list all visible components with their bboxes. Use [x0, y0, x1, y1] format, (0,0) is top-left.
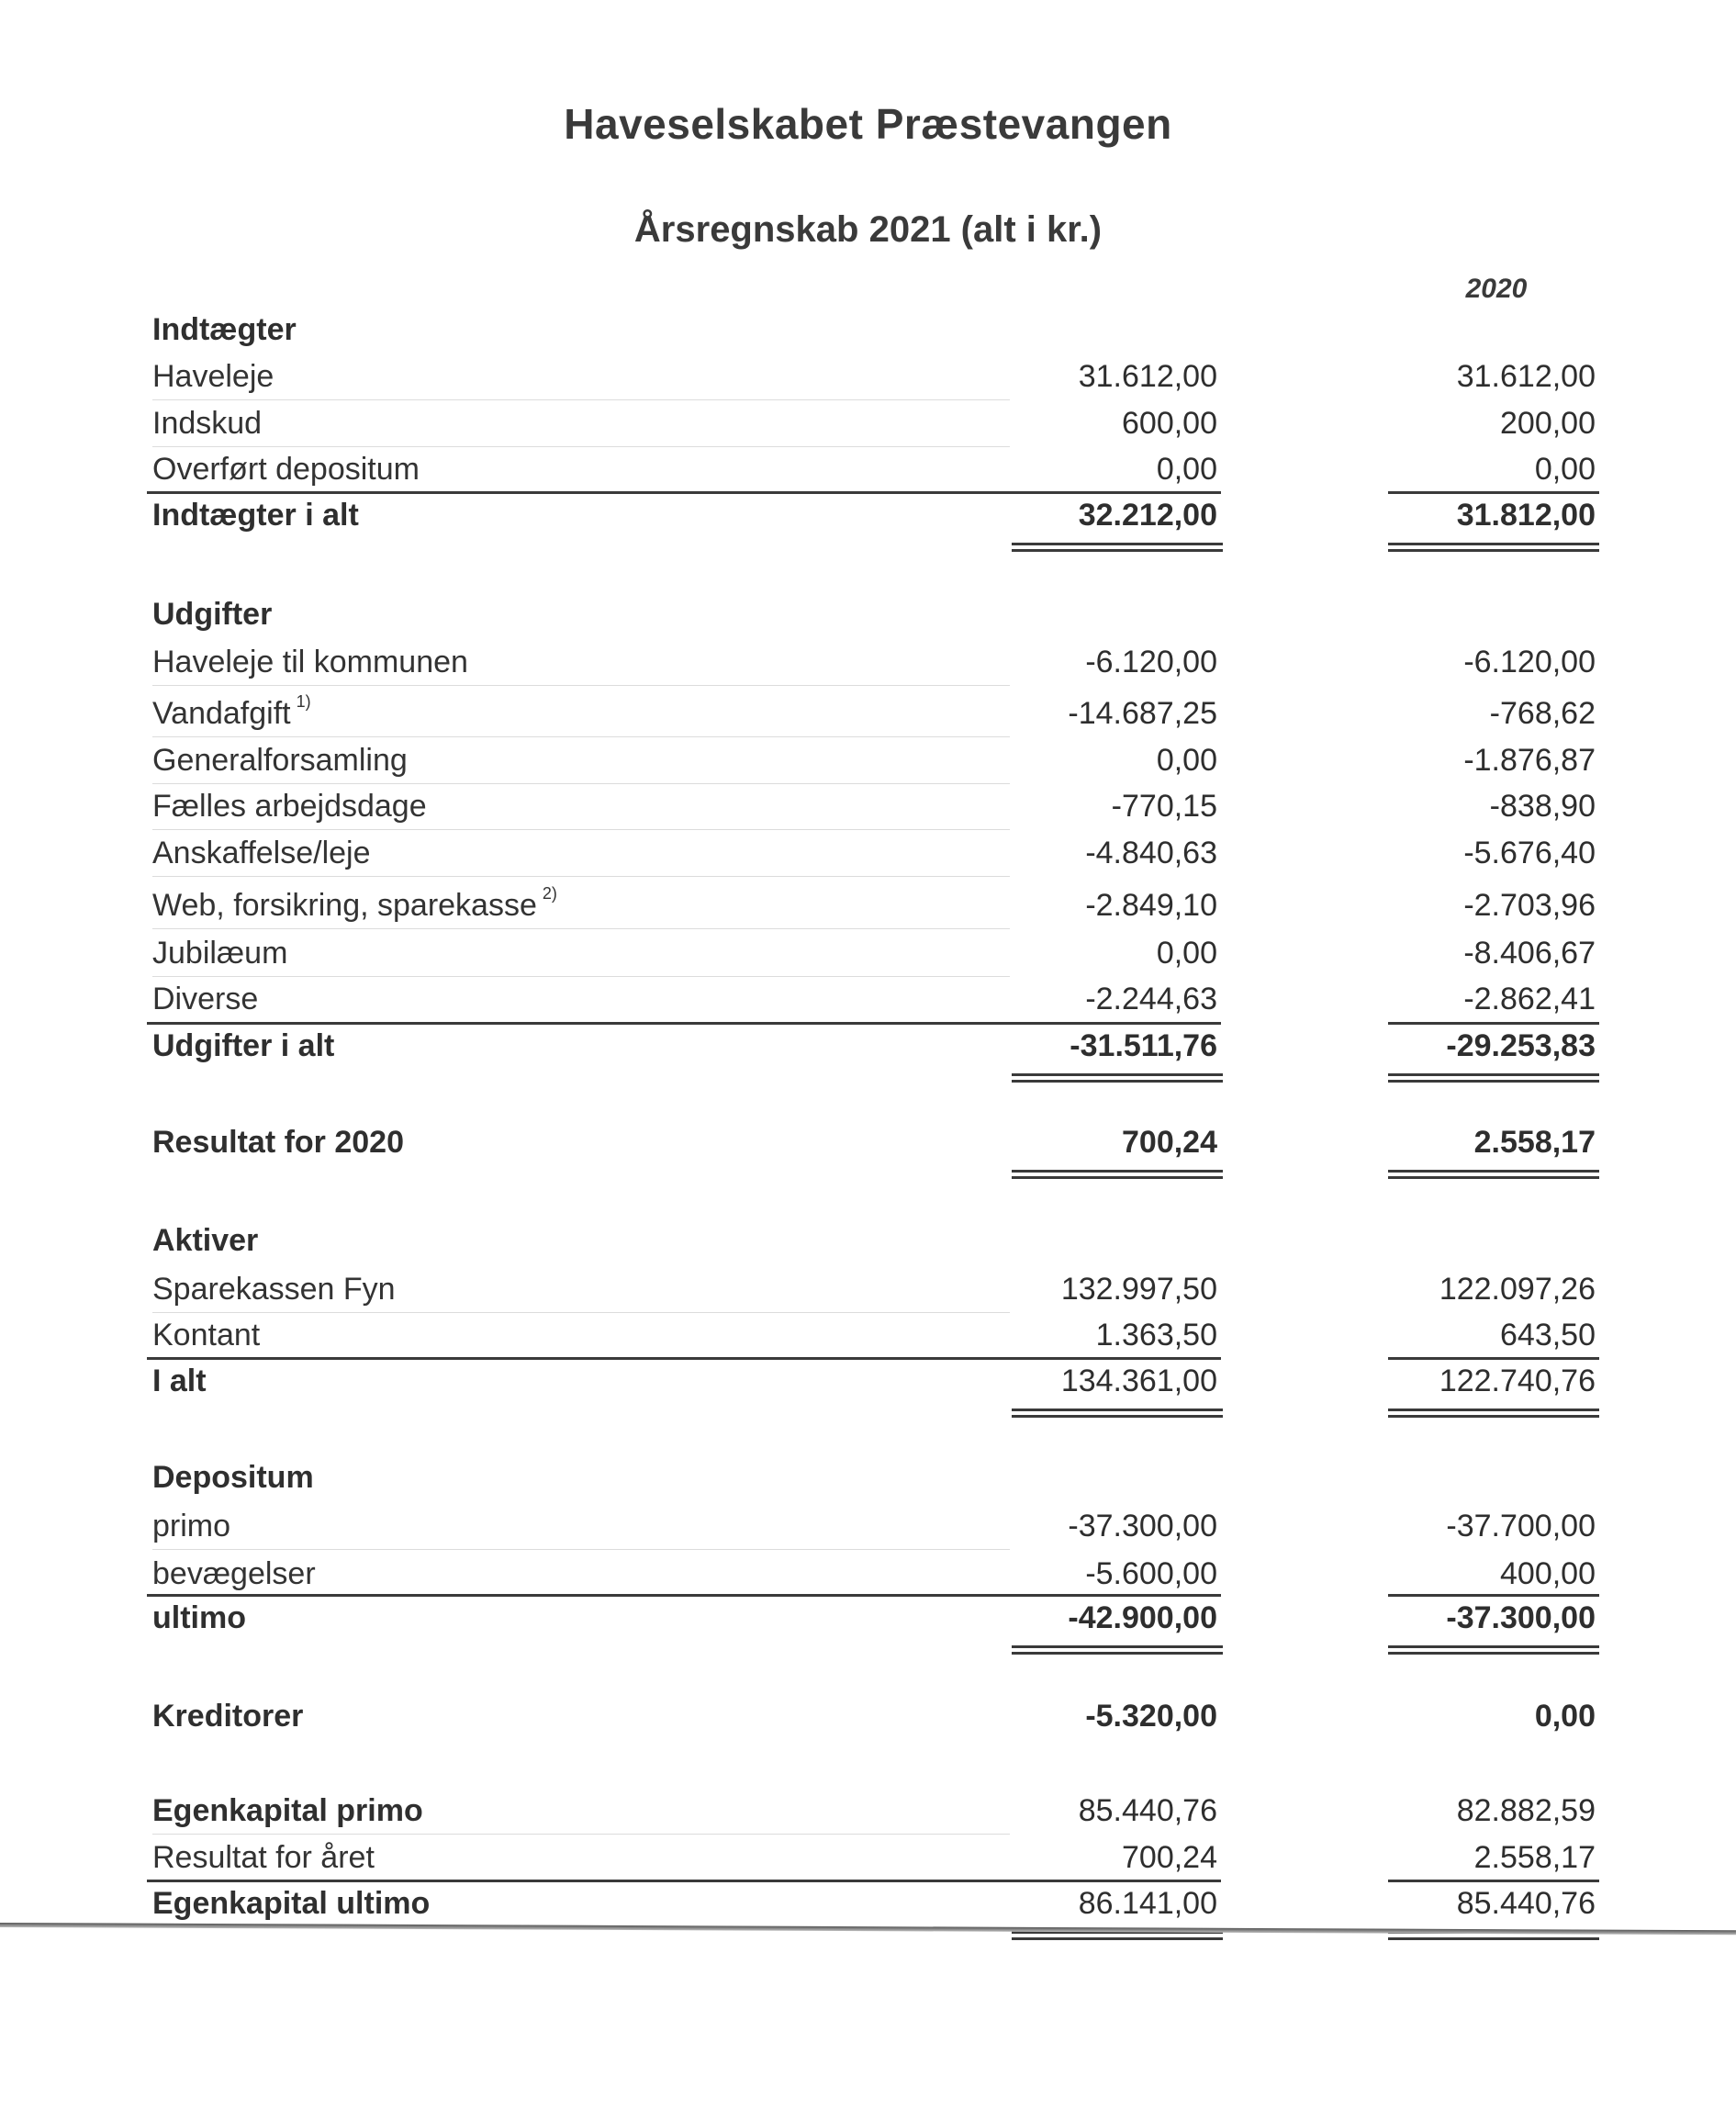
table-row [0, 401, 1736, 447]
prior-total: -37.300,00 [1446, 1600, 1596, 1635]
current-total: -42.900,00 [1068, 1600, 1217, 1635]
row-label: Egenkapital primo [152, 1793, 423, 1828]
section-heading-label: Depositum [152, 1460, 314, 1495]
prior-value: -6.120,00 [1463, 645, 1596, 679]
double-underline [1012, 1073, 1223, 1083]
table-row [0, 354, 1736, 400]
current-value: 85.440,76 [1078, 1793, 1217, 1828]
row-label: Overført depositum [152, 452, 420, 487]
row-separator [152, 1834, 1010, 1835]
table-row [0, 1267, 1736, 1313]
double-underline [1012, 543, 1223, 552]
total-row [0, 1359, 1736, 1405]
prior-value: 2.558,17 [1473, 1840, 1596, 1875]
row-label: Generalforsamling [152, 743, 408, 778]
row-label: Sparekassen Fyn [152, 1272, 396, 1307]
section-heading-indtaegter [0, 308, 1736, 354]
prior-value: -1.876,87 [1463, 743, 1596, 778]
prior-value: 400,00 [1500, 1556, 1596, 1591]
table-row [0, 1552, 1736, 1598]
prior-value: 122.097,26 [1439, 1272, 1596, 1307]
total-label: Indtægter i alt [152, 498, 359, 533]
table-row [0, 1504, 1736, 1550]
double-underline [1388, 543, 1599, 552]
current-value: -5.320,00 [1085, 1699, 1217, 1734]
row-label: Anskaffelse/leje [152, 836, 371, 870]
row-label: Haveleje [152, 359, 274, 394]
prior-value: -2.703,96 [1463, 888, 1596, 923]
result-row [0, 1120, 1736, 1166]
current-value: 132.997,50 [1060, 1272, 1217, 1307]
prior-value: 0,00 [1534, 1699, 1596, 1734]
row-separator [152, 736, 1010, 737]
total-top-rule [1388, 1357, 1599, 1360]
prior-value: 82.882,59 [1456, 1793, 1596, 1828]
double-underline [1388, 1409, 1599, 1418]
row-label-text: Vandafgift [152, 696, 291, 731]
creditors-row [0, 1694, 1736, 1740]
section-heading-aktiver [0, 1218, 1736, 1264]
current-total: 134.361,00 [1060, 1364, 1217, 1398]
table-row [0, 691, 1736, 737]
row-label: Diverse [152, 982, 259, 1016]
current-value: -37.300,00 [1068, 1509, 1217, 1543]
table-row [0, 784, 1736, 830]
document-title: Haveselskabet Præstevangen [564, 100, 1172, 148]
current-value: -2.849,10 [1085, 888, 1217, 923]
row-separator [152, 928, 1010, 929]
row-label: Kontant [152, 1318, 261, 1352]
current-result: 700,24 [1122, 1125, 1217, 1160]
current-total: -31.511,76 [1070, 1028, 1217, 1063]
current-value: -2.244,63 [1085, 982, 1217, 1016]
table-row [0, 883, 1736, 929]
prior-result: 2.558,17 [1473, 1125, 1596, 1160]
prior-total: 31.812,00 [1456, 498, 1596, 533]
total-row [0, 493, 1736, 539]
row-label [152, 883, 557, 924]
creditors-label: Kreditorer [152, 1699, 304, 1734]
row-separator [152, 1549, 1010, 1550]
row-label: Indskud [152, 406, 263, 441]
current-value: 0,00 [1156, 452, 1217, 487]
current-value: 31.612,00 [1078, 359, 1217, 394]
row-label: bevægelser [152, 1556, 316, 1591]
prior-value: -5.676,40 [1463, 836, 1596, 870]
total-top-rule [147, 491, 1221, 494]
row-label: Haveleje til kommunen [152, 645, 468, 679]
row-label: primo [152, 1509, 231, 1543]
current-value: -6.120,00 [1085, 645, 1217, 679]
current-value: -4.840,63 [1085, 836, 1217, 870]
current-value: 700,24 [1122, 1840, 1217, 1875]
document-subtitle: Årsregnskab 2021 (alt i kr.) [633, 209, 1103, 250]
section-heading-label: Indtægter [152, 312, 297, 347]
table-row [0, 1313, 1736, 1359]
total-top-rule [147, 1594, 1221, 1597]
total-row [0, 1596, 1736, 1642]
table-row [0, 447, 1736, 493]
double-underline [1012, 1170, 1223, 1179]
table-row [0, 977, 1736, 1023]
current-value: -14.687,25 [1068, 696, 1217, 731]
prior-value: -37.700,00 [1446, 1509, 1596, 1543]
total-label: Udgifter i alt [152, 1028, 335, 1063]
prior-value: 0,00 [1534, 452, 1596, 487]
total-row [0, 1024, 1736, 1070]
prior-value: -838,90 [1489, 789, 1596, 824]
total-top-rule [1388, 1880, 1599, 1882]
total-label: Egenkapital ultimo [152, 1886, 431, 1921]
prior-value: 643,50 [1500, 1318, 1596, 1352]
row-label [152, 691, 311, 732]
result-label: Resultat for 2020 [152, 1125, 404, 1160]
row-separator [152, 829, 1010, 830]
row-separator [152, 685, 1010, 686]
row-label-text: Web, forsikring, sparekasse [152, 888, 537, 923]
section-heading-depositum [0, 1455, 1736, 1501]
section-heading-udgifter [0, 592, 1736, 638]
total-top-rule [1388, 1594, 1599, 1597]
table-row [0, 831, 1736, 877]
current-value: -5.600,00 [1085, 1556, 1217, 1591]
prior-year-header: 2020 [1465, 274, 1528, 304]
table-row [0, 738, 1736, 784]
row-label: Fælles arbejdsdage [152, 789, 427, 824]
total-top-rule [147, 1880, 1221, 1882]
current-value: 1.363,50 [1095, 1318, 1217, 1352]
current-total: 32.212,00 [1078, 498, 1217, 533]
current-value: 0,00 [1156, 743, 1217, 778]
total-top-rule [1388, 491, 1599, 494]
double-underline [1388, 1645, 1599, 1655]
prior-value: -768,62 [1489, 696, 1596, 731]
prior-value: -2.862,41 [1463, 982, 1596, 1016]
total-top-rule [1388, 1022, 1599, 1025]
footnote-marker: 1) [296, 691, 311, 711]
row-separator [152, 876, 1010, 877]
double-underline [1012, 1645, 1223, 1655]
table-row [0, 931, 1736, 977]
total-top-rule [147, 1357, 1221, 1360]
prior-value: 200,00 [1500, 406, 1596, 441]
prior-value: 31.612,00 [1456, 359, 1596, 394]
table-row [0, 1835, 1736, 1881]
double-underline [1388, 1170, 1599, 1179]
total-label: ultimo [152, 1600, 246, 1635]
prior-total: -29.253,83 [1446, 1028, 1596, 1063]
section-heading-label: Aktiver [152, 1223, 259, 1258]
prior-total: 122.740,76 [1439, 1364, 1596, 1398]
double-underline [1012, 1409, 1223, 1418]
total-top-rule [147, 1022, 1221, 1025]
row-separator [152, 399, 1010, 400]
prior-value: -8.406,67 [1463, 936, 1596, 971]
double-underline [1388, 1073, 1599, 1083]
current-total: 86.141,00 [1078, 1886, 1217, 1921]
table-row [0, 640, 1736, 686]
section-heading-label: Udgifter [152, 597, 273, 632]
table-row [0, 1789, 1736, 1835]
current-value: -770,15 [1111, 789, 1217, 824]
row-label: Resultat for året [152, 1840, 375, 1875]
total-label: I alt [152, 1364, 207, 1398]
current-value: 0,00 [1156, 936, 1217, 971]
row-label: Jubilæum [152, 936, 288, 971]
footnote-marker: 2) [542, 883, 557, 903]
prior-total: 85.440,76 [1456, 1886, 1596, 1921]
total-row [0, 1881, 1736, 1927]
current-value: 600,00 [1122, 406, 1217, 441]
